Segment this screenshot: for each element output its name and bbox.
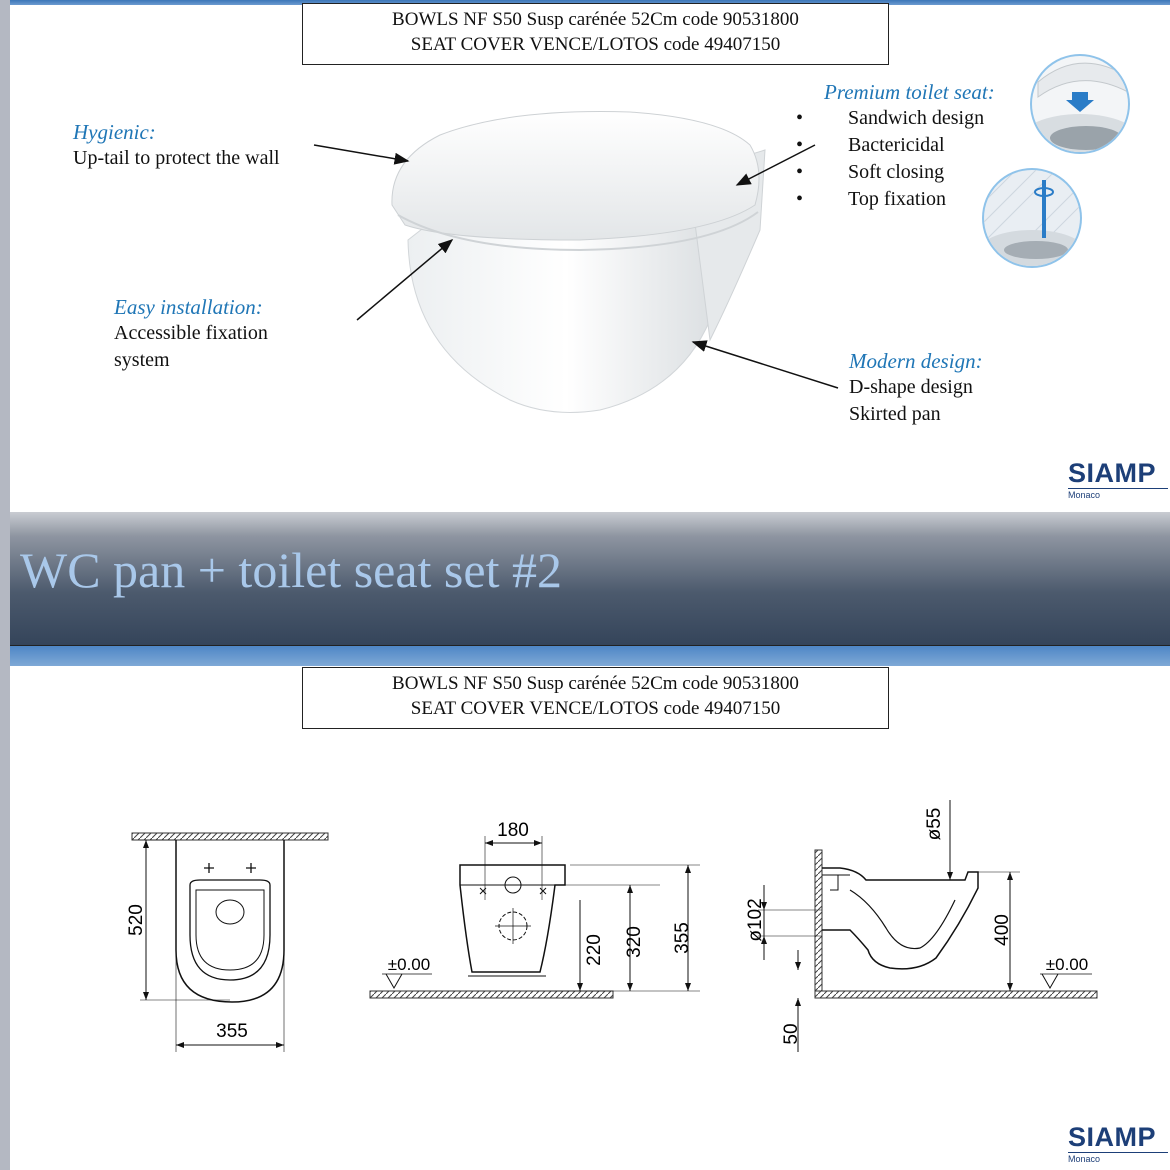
feature-modern-line-2: Skirted pan [849,403,941,425]
section-title-band [10,512,1170,646]
bullet-icon: • [796,107,804,129]
feature-installation-line-1: Accessible fixation [114,322,268,344]
dim-front-span: 180 [497,820,529,841]
logo-brand: SIAMP [1068,458,1157,488]
logo-sub: Monaco [1068,1152,1168,1164]
arrow-hygienic [314,145,408,161]
feature-modern-title: Modern design: [849,349,983,373]
feature-modern-line-1: D-shape design [849,376,973,398]
list-item: • Bactericidal [796,132,995,159]
dim-side-outlet: ø55 [924,807,945,841]
arrow-installation [357,240,452,320]
feature-hygienic-title: Hygienic: [73,120,156,144]
dim-top-height: 520 [126,904,147,936]
dim-side-level: ±0.00 [1045,955,1089,974]
dim-side-pipe: ø102 [745,898,766,942]
bullet-icon: • [796,134,804,156]
dim-front-h2: 320 [624,926,645,958]
list-item: • Sandwich design [796,105,995,132]
dim-front-level: ±0.00 [387,955,431,974]
product-code-line-2: SEAT COVER VENCE/LOTOS code 49407150 [410,698,781,719]
front-view-drawing [370,820,700,998]
feature-installation [114,295,268,374]
bullet-icon: • [796,188,804,210]
seat-top-fixation-circle-image [980,166,1084,270]
list-item: • Soft closing [796,159,995,186]
feature-installation-line-2: system [114,349,170,371]
title-underline-band [10,645,1170,666]
logo-sub: Monaco [1068,488,1168,500]
siamp-logo-top [1068,459,1168,500]
logo-brand: SIAMP [1068,1122,1157,1152]
feature-hygienic-text: Up-tail to protect the wall [73,147,280,169]
feature-premium-list [796,105,995,213]
feature-hygienic [73,120,280,172]
seat-soft-close-circle-image [1028,52,1132,156]
section-title: WC pan + toilet seat set #2 [20,542,562,598]
dim-top-width: 355 [216,1021,248,1042]
dim-front-h1: 220 [584,934,605,966]
feature-modern-design [849,349,983,428]
feature-premium-title: Premium toilet seat: [824,80,995,104]
dim-side-height: 400 [992,914,1013,946]
dim-side-base: 50 [781,1023,802,1045]
list-item: • Top fixation [796,186,995,213]
feature-installation-title: Easy installation: [114,295,263,319]
technical-drawings [110,790,1110,1060]
product-code-line-1: BOWLS NF S50 Susp carénée 52Cm code 90531800 [392,673,799,694]
product-code-line-1: BOWLS NF S50 Susp carénée 52Cm code 90531800 [392,9,799,30]
dim-front-h3: 355 [672,922,693,954]
top-view-drawing [126,833,328,1052]
product-code-box-bottom [302,667,889,729]
bullet-icon: • [796,161,804,183]
feature-premium-seat [796,80,995,213]
product-code-line-2: SEAT COVER VENCE/LOTOS code 49407150 [410,34,781,55]
siamp-logo-bottom [1068,1123,1168,1164]
side-view-drawing [745,800,1097,1052]
arrow-modern-design [693,342,838,388]
